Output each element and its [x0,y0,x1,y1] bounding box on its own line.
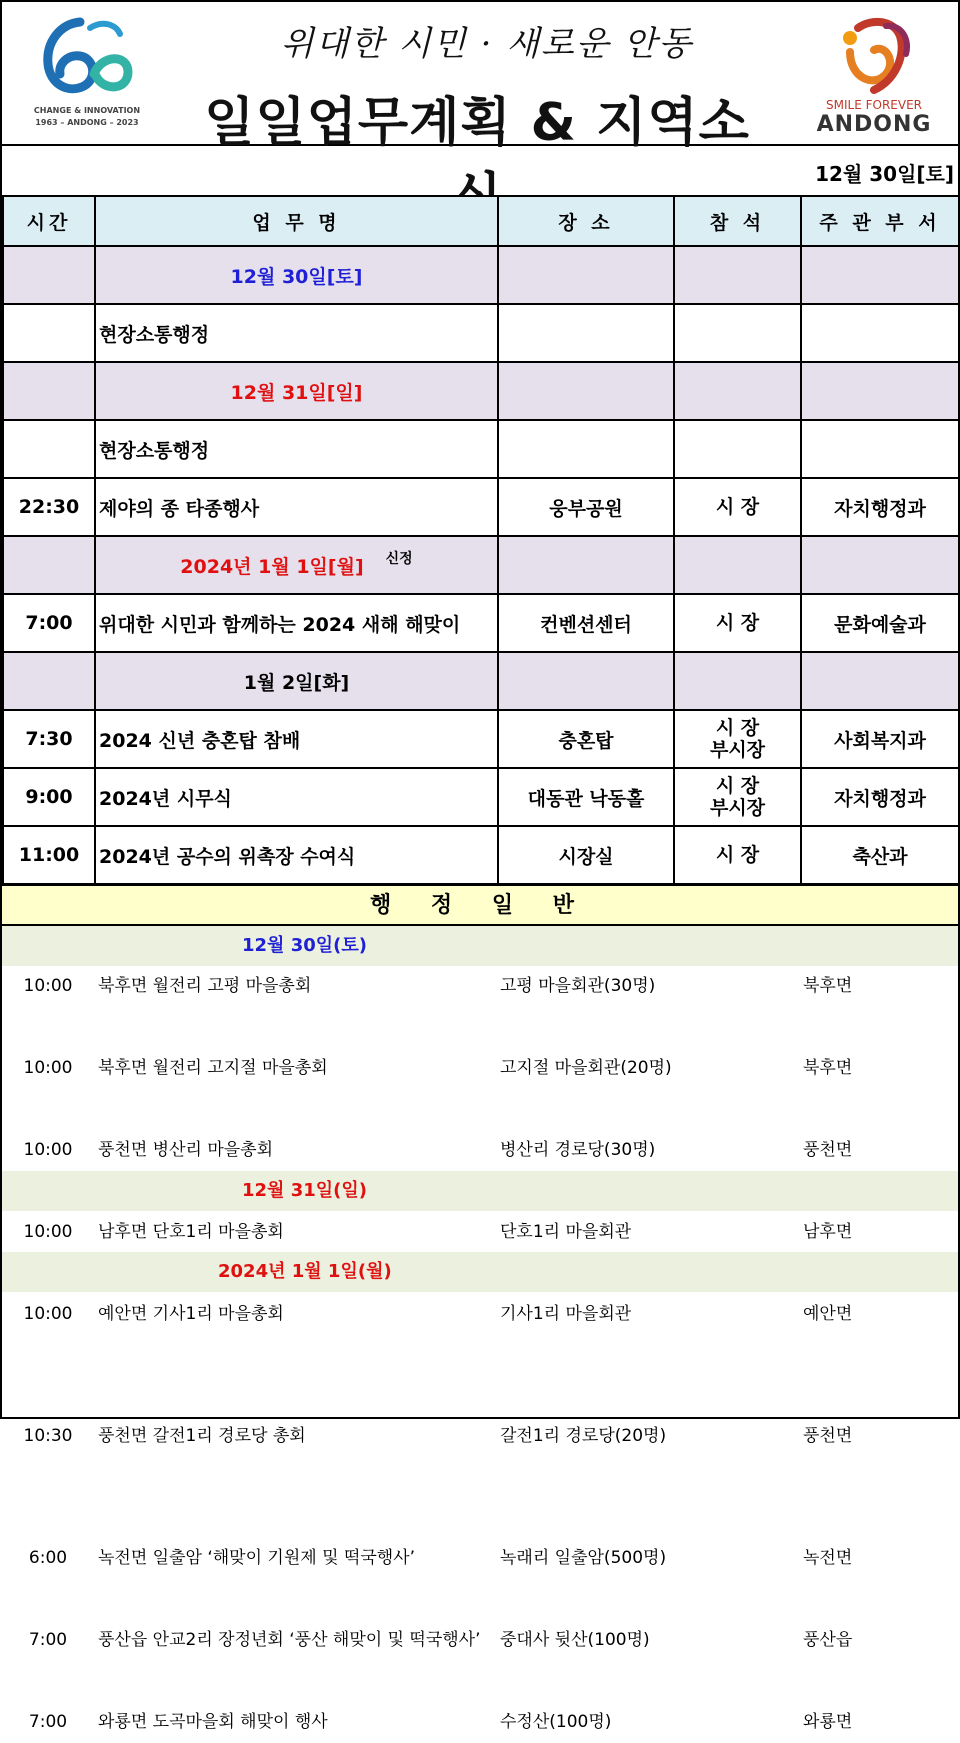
day-cell [674,652,801,710]
dept-cell: 사회복지과 [801,710,959,768]
time-cell: 7:30 [3,710,95,768]
place-cell: 대동관 낙동홀 [498,768,674,826]
logo-caption-1: CHANGE & INNOVATION [33,106,141,115]
item-task: 풍천면 갈전1리 경로당 총회 [98,1426,306,1446]
table-row [3,710,959,768]
item-dept: 남후면 [803,1222,853,1242]
header-task: 업 무 명 [95,196,498,246]
day-cell [3,246,95,304]
day-cell [95,246,498,304]
item-time: 10:00 [23,1222,73,1242]
attendee-line: 시 장 [715,775,760,797]
item-task: 남후면 단호1리 마을총회 [98,1222,284,1242]
list-item [2,1620,958,1661]
place-cell: 시장실 [498,826,674,884]
task-cell: 2024 신년 충혼탑 참배 [95,710,498,768]
day-cell [3,652,95,710]
item-place: 고평 마을회관(30명) [500,976,656,996]
place-cell: 컨벤션센터 [498,594,674,652]
time-cell: 7:00 [3,594,95,652]
item-dept: 북후면 [803,1058,853,1078]
dept-cell [801,304,959,362]
item-dept: 북후면 [803,976,853,996]
header [2,2,958,153]
day-header-row [3,246,959,304]
logo-smile-text: SMILE FOREVER [826,98,922,112]
time-cell: 22:30 [3,478,95,536]
place-cell: 웅부공원 [498,478,674,536]
day-cell [801,652,959,710]
header-attend: 참 석 [674,196,801,246]
smile-andong-icon [814,14,934,96]
list-item [2,966,958,1007]
schedule-body [3,246,959,884]
day-cell [95,652,498,710]
table-row [3,304,959,362]
attend-cell [674,710,801,768]
item-dept: 녹전면 [803,1548,853,1568]
item-task: 풍산읍 안교2리 장정년회 ‘풍산 해맞이 및 떡국행사’ [98,1630,481,1650]
list-item [2,1130,958,1171]
page-title: 일일업무계획 & 지역소 [204,93,750,153]
dept-cell: 문화예술과 [801,594,959,652]
task-cell: 현장소통행정 [95,420,498,478]
item-dept: 예안면 [803,1304,853,1324]
day-cell [674,536,801,594]
general-day-label: 2024년 1월 1일(월) [218,1261,392,1282]
item-place: 녹래리 일출암(500명) [500,1548,667,1568]
item-dept: 풍천면 [803,1140,853,1160]
task-cell: 2024년 시무식 [95,768,498,826]
day-cell [801,362,959,420]
day-label: 12월 31일[일] [230,381,363,404]
task-cell: 현장소통행정 [95,304,498,362]
table-row [3,478,959,536]
item-task: 녹전면 일출암 ‘해맞이 기원제 및 떡국행사’ [98,1548,416,1568]
item-time: 7:00 [28,1630,68,1650]
place-cell [498,304,674,362]
day-label: 1월 2일[화] [243,671,350,694]
general-day-label: 12월 31일(일) [242,1180,367,1201]
item-dept: 풍천면 [803,1426,853,1446]
holiday-note: 신정 [385,550,413,567]
table-row [3,420,959,478]
day-cell [95,362,498,420]
attend-cell: 시 장 [674,594,801,652]
day-cell [498,536,674,594]
item-task: 북후면 월전리 고평 마을총회 [98,976,312,996]
place-cell [498,420,674,478]
item-time: 10:00 [23,1058,73,1078]
day-cell [498,362,674,420]
logo-caption-2: 1963 – ANDONG – 2023 [35,118,139,127]
dept-cell: 자치행정과 [801,478,959,536]
day-cell [498,652,674,710]
attend-cell: 시 장 [674,826,801,884]
item-time: 10:00 [23,1140,73,1160]
day-label: 2024년 1월 1일[월] [180,555,364,578]
item-place: 기사1리 마을회관 [500,1304,632,1324]
task-cell: 제야의 종 타종행사 [95,478,498,536]
general-day-header [2,926,958,966]
slogan: 위대한 시민 · 새로운 안동 [280,24,694,64]
day-cell [3,536,95,594]
day-header-row [3,362,959,420]
day-cell [498,246,674,304]
day-cell [3,362,95,420]
item-time: 6:00 [28,1548,68,1568]
list-item [2,1212,958,1253]
attendee-line: 부시장 [709,739,766,761]
day-header-row [3,652,959,710]
header-time: 시간 [3,196,95,246]
list-item [2,1702,958,1743]
item-place: 중대사 뒷산(100명) [500,1630,650,1650]
item-dept: 와룡면 [803,1712,853,1732]
day-cell [801,246,959,304]
schedule-table [2,195,960,885]
day-label: 12월 30일[토] [230,265,363,288]
attendee-line: 시 장 [715,717,760,739]
dept-cell: 축산과 [801,826,959,884]
day-cell [674,246,801,304]
item-time: 10:00 [23,1304,73,1324]
time-cell: 11:00 [3,826,95,884]
item-place: 고지절 마을회관(20명) [500,1058,672,1078]
attend-cell: 시 장 [674,478,801,536]
general-admin-title: 행 정 일 반 [2,884,958,926]
table-row [3,594,959,652]
item-task: 예안면 기사1리 마을총회 [98,1304,284,1324]
general-day-header [2,1171,958,1211]
general-day-label: 12월 30일(토) [242,935,367,956]
item-place: 수정산(100명) [500,1712,612,1732]
table-row [3,826,959,884]
time-cell [3,304,95,362]
day-cell [95,536,498,594]
general-day-header [2,1252,958,1292]
item-task: 풍천면 병산리 마을총회 [98,1140,274,1160]
header-dept: 주 관 부 서 [801,196,959,246]
list-item [2,1048,958,1089]
item-place: 병산리 경로당(30명) [500,1140,656,1160]
attend-cell [674,304,801,362]
item-task: 북후면 월전리 고지절 마을총회 [98,1058,328,1078]
task-cell: 위대한 시민과 함께하는 2024 새해 해맞이 [95,594,498,652]
task-cell: 2024년 공수의 위촉장 수여식 [95,826,498,884]
dept-cell: 자치행정과 [801,768,959,826]
dept-cell [801,420,959,478]
item-time: 10:30 [23,1426,73,1446]
day-cell [801,536,959,594]
time-cell: 9:00 [3,768,95,826]
header-place: 장 소 [498,196,674,246]
attendee-line: 부시장 [709,797,766,819]
attend-cell [674,420,801,478]
table-header-row [3,196,959,246]
item-task: 와룡면 도곡마을회 해맞이 행사 [98,1712,328,1732]
list-item [2,1538,958,1579]
item-time: 10:00 [23,976,73,996]
table-row [3,768,959,826]
list-item [2,1416,958,1457]
day-header-row [3,536,959,594]
day-cell [674,362,801,420]
attend-cell [674,768,801,826]
andong-logo [814,14,934,138]
list-item [2,1294,958,1335]
place-cell: 충혼탑 [498,710,674,768]
logo-andong-text: ANDONG [816,112,932,137]
time-cell [3,420,95,478]
anniversary-logo [32,14,142,134]
item-time: 7:00 [28,1712,68,1732]
item-dept: 풍산읍 [803,1630,853,1650]
item-place: 단호1리 마을회관 [500,1222,632,1242]
item-place: 갈전1리 경로당(20명) [500,1426,667,1446]
report-date: 12월 30일[토] [815,162,954,186]
sixty-anniversary-icon [32,14,142,104]
